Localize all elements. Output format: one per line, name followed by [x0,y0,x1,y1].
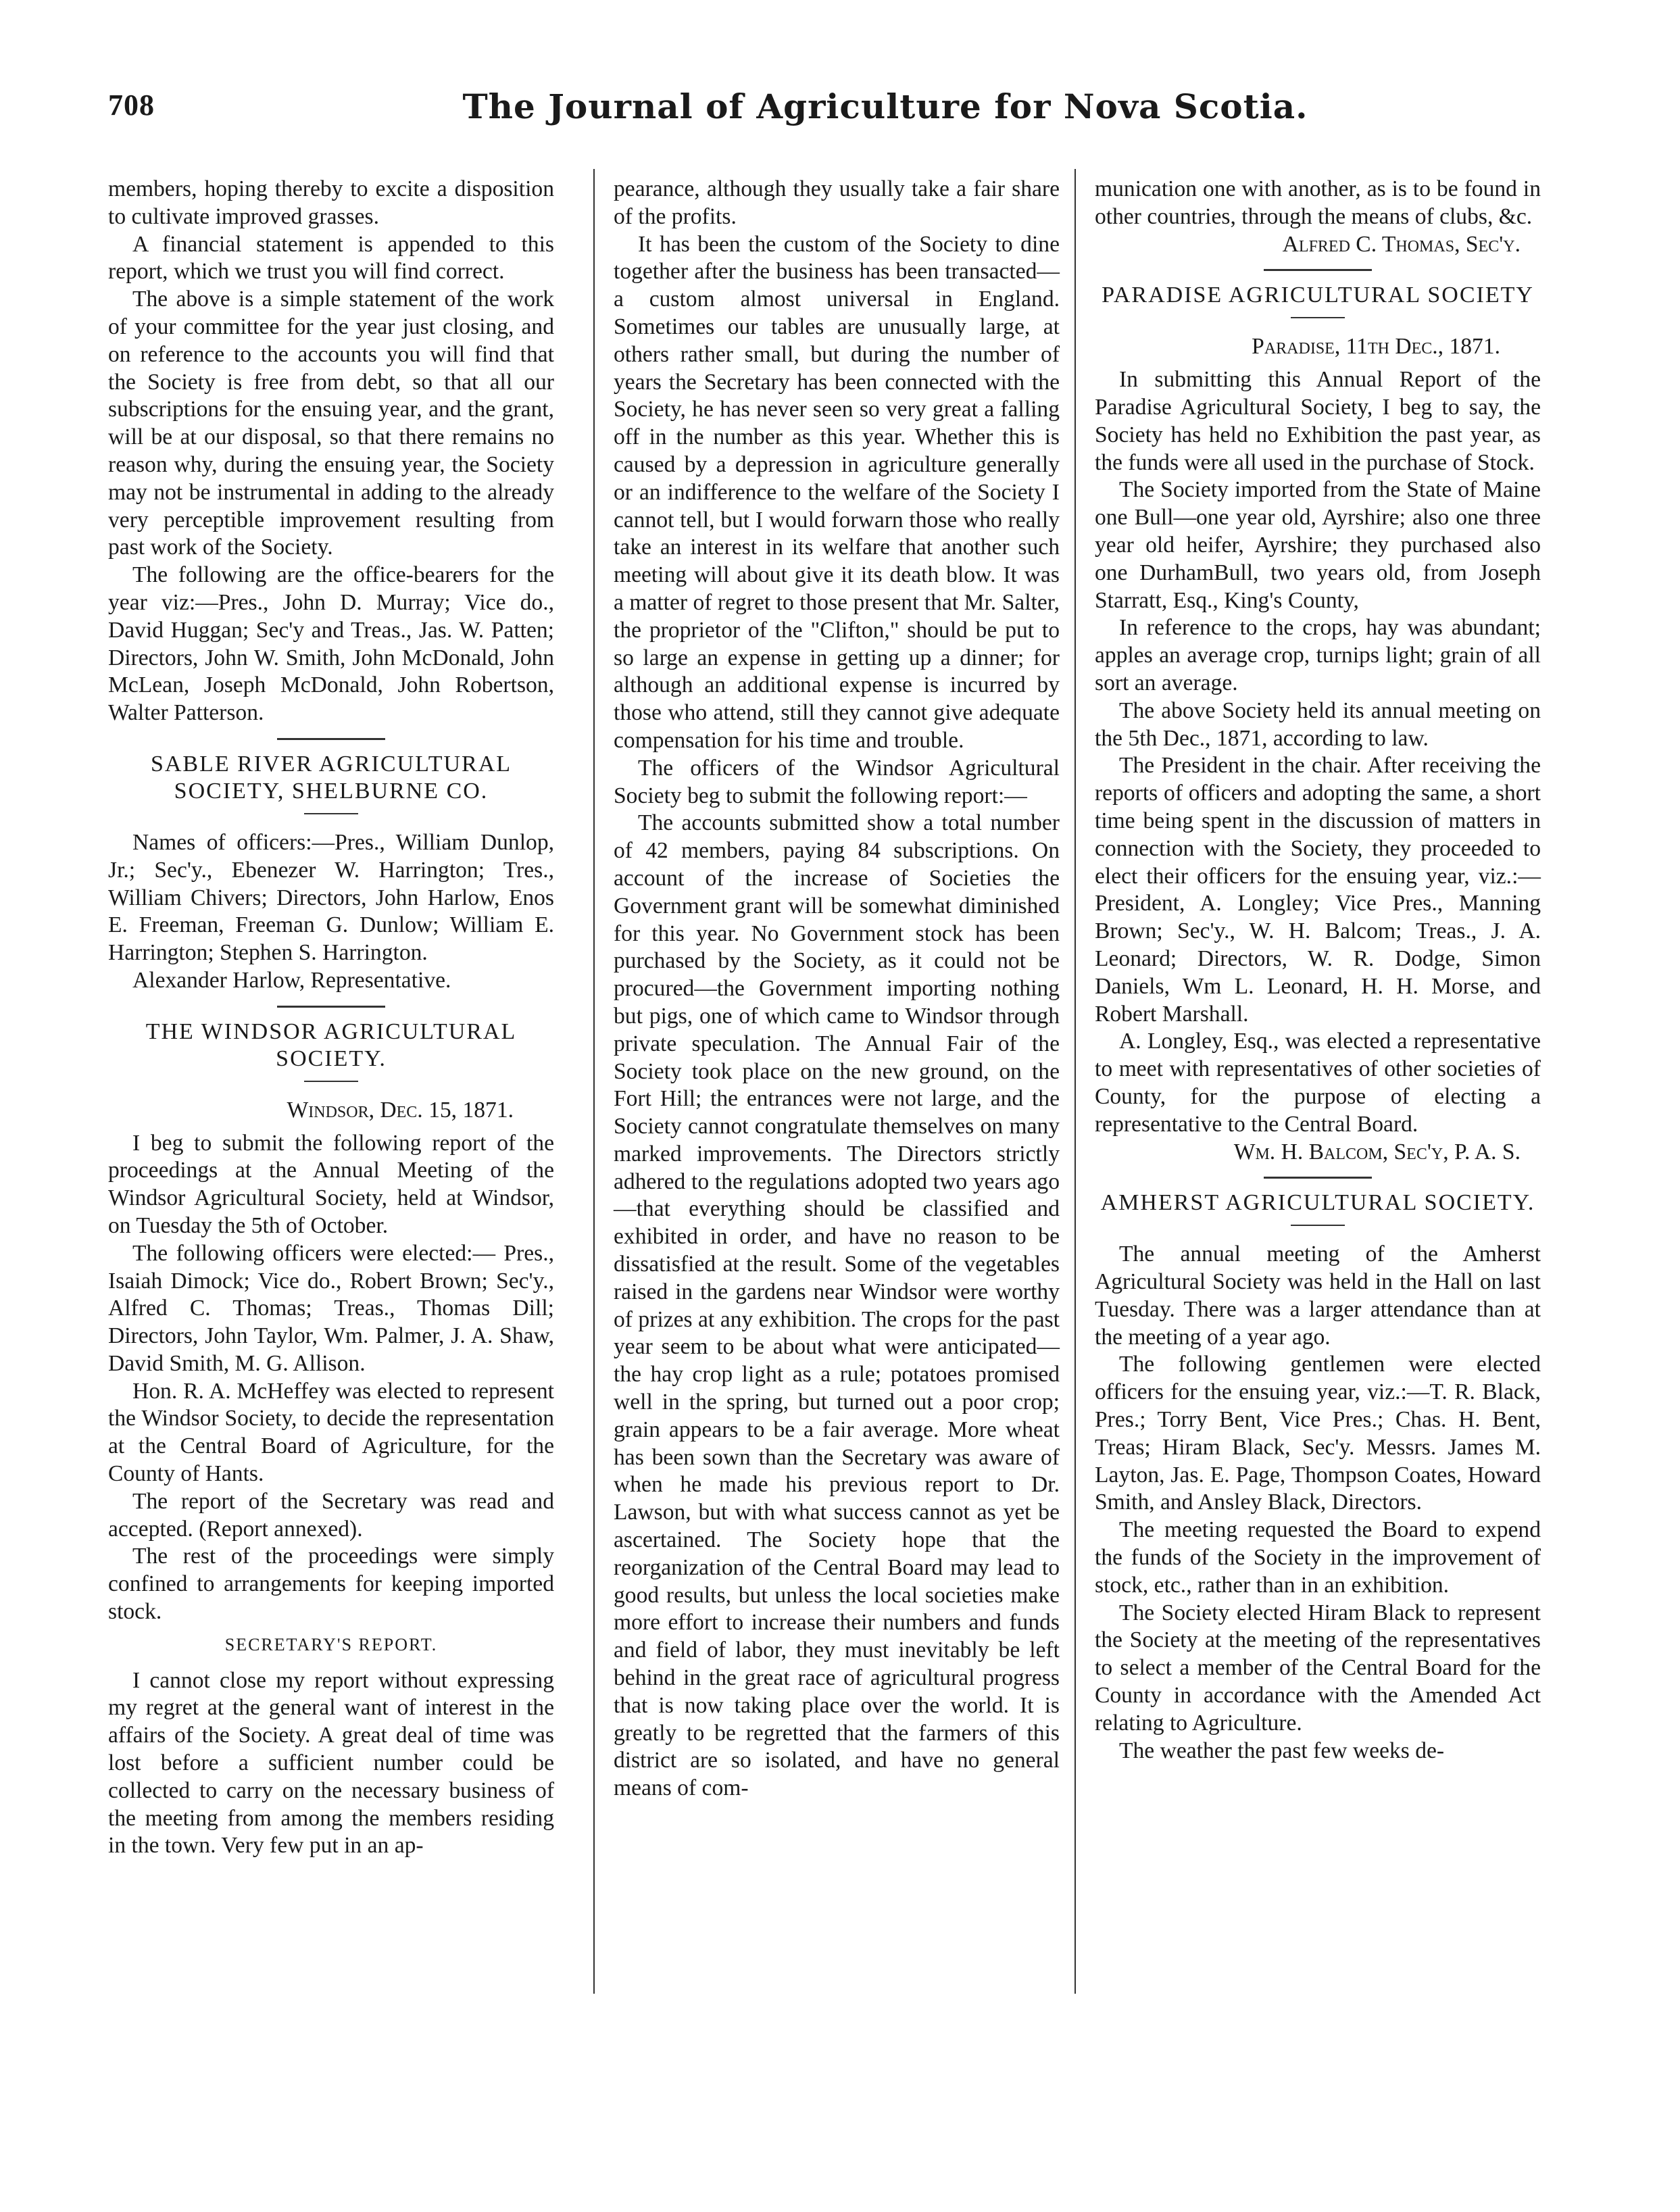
paragraph: In reference to the crops, hay was abundant; apples an average crop, turnips light; grain of all sort an average. [1095,615,1541,695]
paragraph: Hon. R. A. McHeffey was elected to represent the Windsor Society, to decide the representation at the Central Board of Agriculture, for the County of Hants. [108,1378,554,1487]
paragraph: I cannot close my report without expressing my regret at the general want of interest in the affairs of the Society. A great deal of time was lost before a sufficient number could be collected to carry on the necessary business of the meeting from among the members residing in the town. Very few put in an ap- [108,1667,554,1859]
paragraph: pearance, although they usually take a fair share of the profits. [614,176,1060,229]
paragraph: The accounts submitted show a total number of 42 members, paying 84 subscriptions. On account of the increase of Societies the Government grant will be somewhat diminished for this year. No Government stock has been purchased by the Society, as it could not be procured—the Government importing nothing but pigs, one of which came to Windsor through private speculation. The Annual Fair of the Society took place on the new ground, on the Fort Hill; the entrances were not large, and the Society cannot congratulate themselves on many marked improvements. The Directors strictly adhered to the regulations adopted two years ago—that everything should be classified and exhibited in order, and have no reason to be dissatisfied at the result. Some of the vegetables raised in the gardens near Windsor were worthy of prizes at any exhibition. The crops for the past year seem to be about what were anticipated— the hay crop light as a rule; potatoes promised well in the spring, but turned out a poor crop; grain appears to be a fair average. More wheat has been sown than the Secretary was aware of when he made his previous report to Dr. Lawson, but with what success cannot as yet be ascertained. The Society hope that the reorganization of the Central Board may lead to good results, but unless the local societies make more effort to increase their numbers and funds and field of labor, they must inevitably be left behind in the great race of agricultural progress that is now taking place over the world. It is greatly to be regretted that the farmers of this district are so isolated, and have no general means of com- [614,810,1060,1801]
heading-rule [304,1081,358,1082]
heading-rule [304,813,358,814]
paragraph: The report of the Secretary was read and accepted. (Report annexed). [108,1488,554,1542]
section-divider [1264,269,1372,271]
paragraph: The officers of the Windsor Agricultural Society beg to submit the following report:— [614,755,1060,808]
paragraph: Alexander Harlow, Representative. [132,967,451,993]
heading-rule [1291,317,1345,318]
column-1 [108,176,554,1860]
paragraph: A. Longley, Esq., was elected a representative to meet with representatives of other societies of County, for the purpose of electing a representative to the Central Board. [1095,1029,1541,1137]
section-heading-sable-river: SABLE RIVER AGRICULTURAL SOCIETY, SHELBURNE CO. [150,751,512,804]
section-divider [1264,1177,1372,1179]
column-2 [614,176,1060,1802]
paragraph: The following gentlemen were elected officers for the ensuing year, viz.:—T. R. Black, Pres.; Torry Bent, Vice Pres.; Chas. H. Bent, Treas; Hiram Black, Sec'y. Messrs. James M. Layton, Jas. E. Page, Thompson Coates, Howard Smith, and Ansley Black, Directors. [1095,1352,1541,1515]
paragraph: The President in the chair. After receiving the reports of officers and adopting the same, a short time being spent in the discussion of matters in connection with the Society, they proceeded to elect their officers for the ensuing year, viz.:— President, A. Longley; Vice Pres., Manning Brown; Sec'y., W. H. Balcom; Treas., J. A. Leonard; Directors, W. R. Dodge, Simon Daniels, Wm L. Leonard, H. H. Morse, and Robert Marshall. [1095,753,1541,1027]
paragraph: A financial statement is appended to this report, which we trust you will find correct. [108,231,554,285]
paragraph: The annual meeting of the Amherst Agricultural Society was held in the Hall on last Tuesday. There was a larger attendance than at the meeting of a year ago. [1095,1242,1541,1350]
paragraph: The Society elected Hiram Black to represent the Society at the meeting of the representatives to select a member of the Central Board for the County in accordance with the Amended Act relating to Agriculture. [1095,1600,1541,1736]
dateline: Windsor, Dec. 15, 1871. [287,1097,514,1123]
paragraph: The following officers were elected:— Pres., Isaiah Dimock; Vice do., Robert Brown; Sec'y., Alfred C. Thomas; Treas., Thomas Dill; Directors, John Taylor, Wm. Palmer, J. A. Shaw, David Smith, M. G. Allison. [108,1240,554,1376]
paragraph: It has been the custom of the Society to dine together after the business has been transacted—a custom almost universal in England. Sometimes our tables are unusually large, at others rather small, but during the number of years the Secretary has been connected with the Society, he has never seen so very great a falling off in the number as this year. Whether this is caused by a depression in agriculture generally or an indifference to the welfare of the Society I cannot tell, but I would forwarn those who really take an interest in its welfare that another such meeting will about give it its death blow. It was a matter of regret to those present that Mr. Salter, the proprietor of the "Clifton," should be put to so large an expense in getting up a dinner; for although an additional expense is incurred by those who attend, still they cannot give adequate compensation for his time and trouble. [614,231,1060,753]
signature: Alfred C. Thomas, Sec'y. [1282,231,1521,257]
paragraph: In submitting this Annual Report of the Paradise Agricultural Society, I beg to say, the Society has held no Exhibition the past year, as the funds were all used in the purchase of Stock. [1095,367,1541,475]
column-rule [593,169,595,1994]
running-title: The Journal of Agriculture for Nova Scotia. [462,87,1308,126]
page-header [108,88,1575,142]
paragraph: Names of officers:—Pres., William Dunlop, Jr.; Sec'y., Ebenezer W. Harrington; Tres., William Chivers; Directors, John Harlow, Enos E. Freeman, Freeman G. Dunlow; William E. Harrington; Stephen S. Harrington. [108,829,554,966]
page-number: 708 [108,89,155,122]
signature: Wm. H. Balcom, Sec'y, P. A. S. [1233,1139,1521,1164]
dateline: Paradise, 11th Dec., 1871. [1252,334,1500,360]
paragraph: munication one with another, as is to be found in other countries, through the means of clubs, &c. [1095,176,1541,229]
section-divider [277,738,385,740]
heading-rule [1291,1225,1345,1226]
subheading-secretarys-report: SECRETARY'S REPORT. [224,1634,438,1654]
section-divider [277,1006,385,1008]
paragraph: The Society imported from the State of Maine one Bull—one year old, Ayrshire; also one three year old heifer, Ayrshire; they purchased also one DurhamBull, two years old, from Joseph Starratt, Esq., King's County, [1095,477,1541,613]
section-heading-amherst: AMHERST AGRICULTURAL SOCIETY. [1100,1190,1535,1216]
paragraph: The above Society held its annual meeting on the 5th Dec., 1871, according to law. [1095,697,1541,751]
paragraph: The following are the office-bearers for the year viz:—Pres., John D. Murray; Vice do., David Huggan; Sec'y and Treas., Jas. W. Patten; Directors, John W. Smith, John McDonald, John McLean, Joseph McDonald, John Robertson, Walter Patterson. [108,562,554,726]
section-heading-paradise: PARADISE AGRICULTURAL SOCIETY [1102,282,1534,308]
paragraph: members, hoping thereby to excite a disposition to cultivate improved grasses. [108,176,554,229]
column-rule [1074,169,1076,1994]
paragraph: The above is a simple statement of the work of your committee for the year just closing, and on reference to the accounts you will find that the Society is free from debt, so that all our subscriptions for the ensuing year, and the grant, will be at our disposal, so that there remains no reason why, during the ensuing year, the Society may not be instrumental in adding to the already very perceptible improvement resulting from past work of the Society. [108,287,554,560]
column-3 [1095,176,1541,1765]
paragraph: I beg to submit the following report of the proceedings at the Annual Meeting of the Windsor Agricultural Society, held at Windsor, on Tuesday the 5th of October. [108,1130,554,1238]
paragraph: The rest of the proceedings were simply confined to arrangements for keeping imported stock. [108,1544,554,1625]
paragraph: The meeting requested the Board to expend the funds of the Society in the improvement of stock, etc., rather than in an exhibition. [1095,1517,1541,1598]
section-heading-windsor: THE WINDSOR AGRICULTURAL SOCIETY. [145,1018,517,1071]
paragraph: The weather the past few weeks de- [1119,1738,1445,1763]
